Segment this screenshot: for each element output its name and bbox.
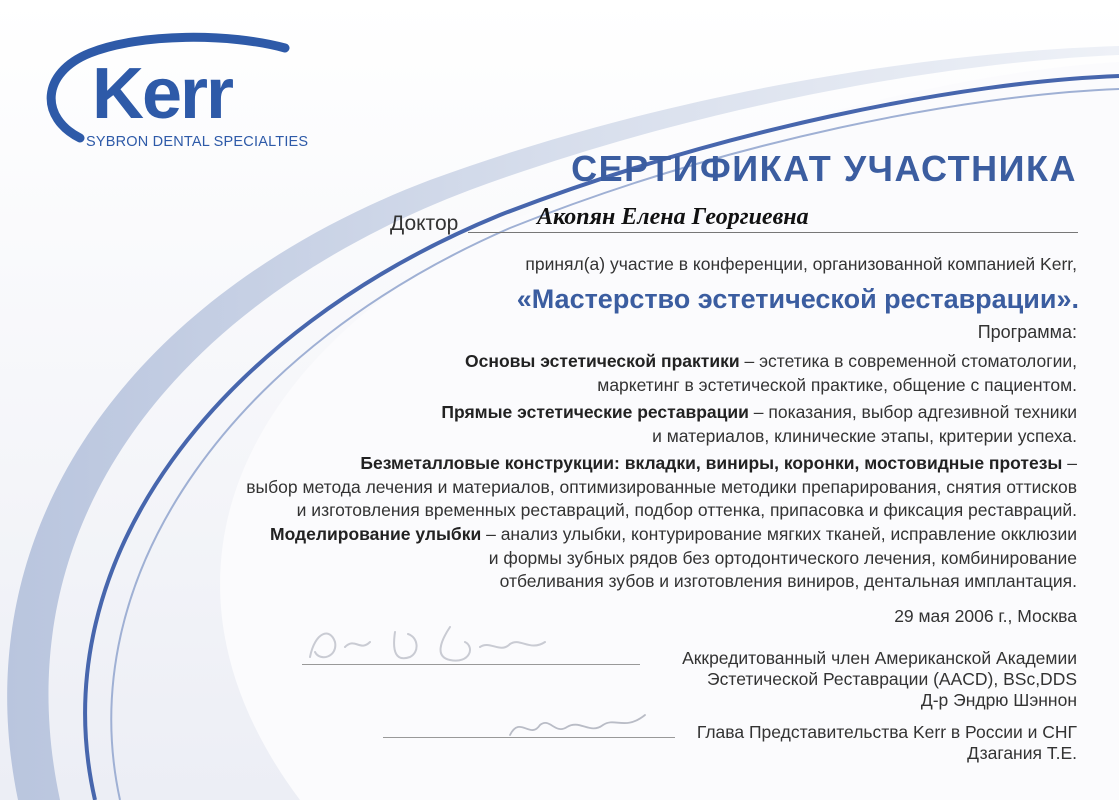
- signatory-line: Дзагания Т.Е.: [967, 743, 1077, 763]
- issue-date: 29 мая 2006 г., Москва: [894, 606, 1077, 626]
- doctor-underline: [468, 232, 1078, 233]
- program-section-line: выбор метода лечения и материалов, оптимизированные методики препарирования, снятия оттисков: [246, 476, 1077, 497]
- program-section-line: – показания, выбор адгезивной техники: [748, 402, 1077, 422]
- logo-subtitle: SYBRON DENTAL SPECIALTIES: [86, 134, 309, 150]
- program-section: [465, 350, 1077, 397]
- participation-statement: принял(а) участие в конференции, организованной компанией Kerr,: [525, 254, 1077, 274]
- signatory-line: Д-р Эндрю Шэннон: [920, 690, 1077, 710]
- signatory-block: [697, 722, 1077, 764]
- program-section: [270, 523, 1077, 594]
- handwritten-signature-shannon: [300, 612, 560, 672]
- program-section-heading: Основы эстетической практики: [465, 351, 740, 371]
- program-section-line: – эстетика в современной стоматологии,: [739, 351, 1077, 371]
- signature-line: [383, 737, 675, 738]
- signatory-block: [682, 648, 1077, 711]
- program-section-heading: Безметалловые конструкции: вкладки, виниры, коронки, мостовидные протезы: [360, 453, 1063, 473]
- program-section-heading: Моделирование улыбки: [270, 524, 482, 544]
- program-label: Программа:: [977, 322, 1077, 342]
- program-section-line: – анализ улыбки, контурирование мягких тканей, исправление окклюзии: [481, 524, 1077, 544]
- doctor-label: Доктор: [390, 212, 459, 235]
- certificate-title: СЕРТИФИКАТ УЧАСТНИКА: [571, 148, 1077, 189]
- program-section-line: –: [1062, 453, 1077, 473]
- program-section: [246, 452, 1077, 523]
- program-section-line: и изготовления временных реставраций, подбор оттенка, припасовка и фиксация реставраций.: [296, 500, 1077, 520]
- signature-line: [302, 664, 640, 665]
- kerr-logo: [30, 28, 330, 158]
- handwritten-signature-dzagania: [505, 705, 655, 745]
- signatory-line: Глава Представительства Kerr в России и СНГ: [696, 722, 1077, 742]
- conference-title: «Мастерство эстетической реставрации».: [516, 284, 1079, 314]
- program-section-line: и формы зубных рядов без ортодонтического лечения, комбинирование: [488, 547, 1077, 568]
- program-section-line: маркетинг в эстетической практике, общение с пациентом.: [597, 374, 1077, 395]
- signatory-line: Эстетической Реставрации (AACD), BSc,DDS: [707, 669, 1077, 689]
- program-section-heading: Прямые эстетические реставрации: [441, 402, 749, 422]
- signatory-line: Аккредитованный член Американской Академии: [682, 648, 1077, 668]
- logo-wordmark: Kerr: [92, 54, 233, 134]
- program-section-line: отбеливания зубов и изготовления виниров, дентальная имплантация.: [499, 571, 1077, 591]
- doctor-name: Акопян Елена Георгиевна: [537, 204, 809, 230]
- program-section-line: и материалов, клинические этапы, критерии успеха.: [652, 425, 1077, 446]
- program-section: [441, 401, 1077, 448]
